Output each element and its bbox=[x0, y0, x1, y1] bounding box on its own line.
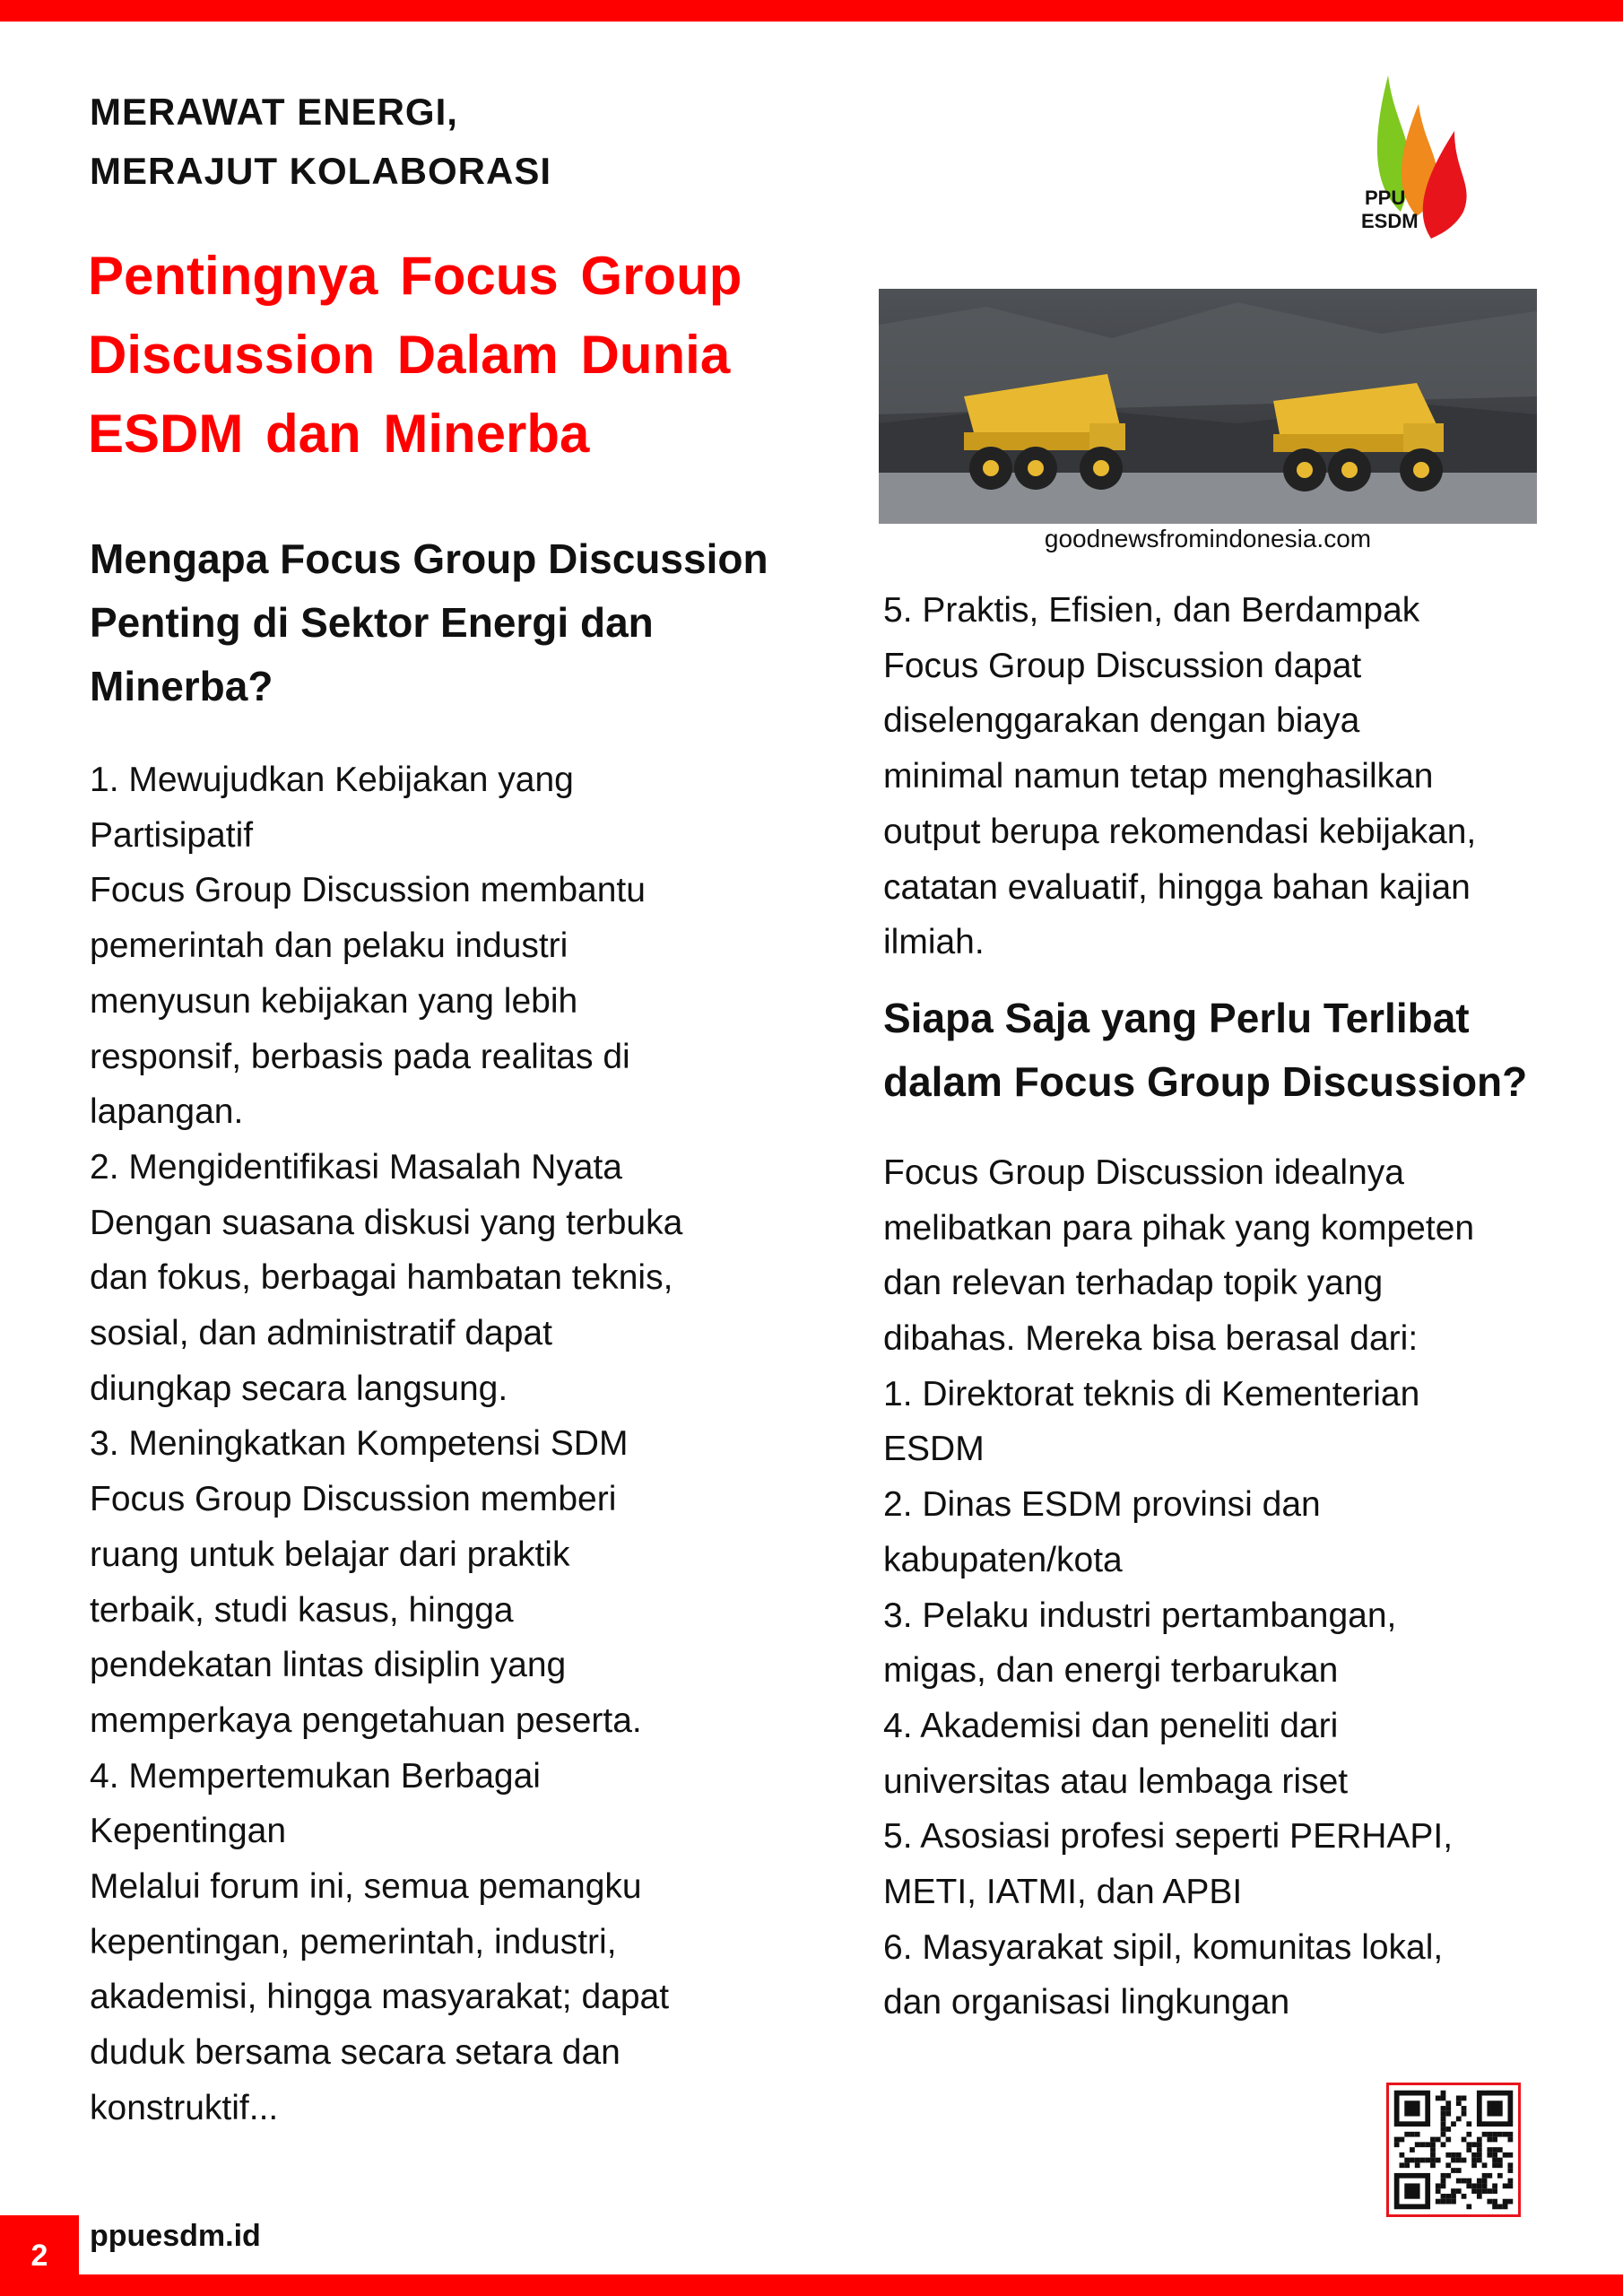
body-line: ruang untuk belajar dari praktik bbox=[90, 1535, 570, 1574]
body-line: output berupa rekomendasi kebijakan, bbox=[883, 812, 1477, 851]
body-line: kabupaten/kota bbox=[883, 1540, 1123, 1579]
body-line: METI, IATMI, dan APBI bbox=[883, 1873, 1243, 1912]
section1-heading: Mengapa Focus Group Discussion Penting di Sektor Energi dan Minerba? bbox=[90, 535, 768, 709]
photo-caption: goodnewsfromindonesia.com bbox=[1044, 525, 1372, 552]
flame-logo-icon bbox=[1354, 68, 1488, 248]
body-line: responsif, berbasis pada realitas di bbox=[90, 1037, 630, 1076]
body-line: 1. Mewujudkan Kebijakan yang bbox=[90, 761, 574, 799]
logo-text-esdm: ESDM bbox=[1361, 210, 1419, 232]
ppu-esdm-logo bbox=[1354, 68, 1488, 248]
body-line: melibatkan para pihak yang kompeten bbox=[883, 1208, 1475, 1248]
body-line: 6. Masyarakat sipil, komunitas lokal, bbox=[883, 1927, 1444, 1967]
left-column bbox=[90, 527, 780, 2136]
body-line: konstruktif... bbox=[90, 2088, 279, 2127]
body-line: Focus Group Discussion membantu bbox=[90, 871, 646, 910]
body-line: universitas atau lembaga riset bbox=[883, 1761, 1349, 1801]
right-column bbox=[883, 583, 1574, 2031]
section2-heading: Siapa Saja yang Perlu Terlibat dalam Focus Group Discussion? bbox=[883, 994, 1528, 1105]
body-line: 3. Pelaku industri pertambangan, bbox=[883, 1596, 1397, 1635]
body-line: akademisi, hingga masyarakat; dapat bbox=[90, 1978, 670, 2017]
body-line: dan relevan terhadap topik yang bbox=[883, 1264, 1384, 1303]
body-line: 3. Meningkatkan Kompetensi SDM bbox=[90, 1424, 629, 1464]
body-line: Focus Group Discussion memberi bbox=[90, 1480, 617, 1519]
body-line: menyusun kebijakan yang lebih bbox=[90, 981, 578, 1021]
body-line: dan organisasi lingkungan bbox=[883, 1983, 1290, 2022]
body-line: ESDM bbox=[883, 1430, 985, 1469]
section2-body bbox=[883, 1145, 1574, 2031]
body-line: dan fokus, berbagai hambatan teknis, bbox=[90, 1258, 673, 1298]
body-line: 1. Direktorat teknis di Kementerian bbox=[883, 1374, 1420, 1413]
body-line: 5. Asosiasi profesi seperti PERHAPI, bbox=[883, 1817, 1454, 1857]
body-line: pendekatan lintas disiplin yang bbox=[90, 1646, 567, 1685]
body-line: Focus Group Discussion dapat bbox=[883, 646, 1362, 685]
body-line: dibahas. Mereka bisa berasal dari: bbox=[883, 1319, 1419, 1359]
tagline-line-2: MERAJUT KOLABORASI bbox=[90, 150, 552, 192]
body-line: memperkaya pengetahuan peserta. bbox=[90, 1700, 642, 1740]
body-line: catatan evaluatif, hingga bahan kajian bbox=[883, 867, 1471, 907]
mining-dump-trucks-photo bbox=[879, 289, 1537, 524]
body-line: duduk bersama secara setara dan bbox=[90, 2033, 621, 2073]
site-url[interactable]: ppuesdm.id bbox=[90, 2219, 261, 2253]
body-line: Melalui forum ini, semua pemangku bbox=[90, 1867, 642, 1907]
body-line: Kepentingan bbox=[90, 1812, 287, 1851]
main-title: Pentingnya Focus Group Discussion Dalam Dunia ESDM dan Minerba bbox=[88, 246, 742, 464]
tagline-line-1: MERAWAT ENERGI, bbox=[90, 91, 458, 133]
section1-continued-body bbox=[883, 583, 1574, 970]
body-line: 2. Mengidentifikasi Masalah Nyata bbox=[90, 1147, 622, 1187]
body-line: Partisipatif bbox=[90, 815, 254, 855]
body-line: diungkap secara langsung. bbox=[90, 1369, 508, 1408]
dump-truck-right bbox=[1273, 383, 1444, 491]
body-line: sosial, dan administratif dapat bbox=[90, 1314, 552, 1353]
qr-code[interactable] bbox=[1386, 2083, 1521, 2217]
bottom-accent-bar bbox=[0, 2274, 1623, 2296]
body-line: lapangan. bbox=[90, 1092, 244, 1132]
tagline bbox=[90, 83, 551, 201]
qr-code-icon bbox=[1389, 2085, 1518, 2214]
body-line: 4. Akademisi dan peneliti dari bbox=[883, 1706, 1339, 1745]
body-line: ilmiah. bbox=[883, 923, 985, 962]
body-line: pemerintah dan pelaku industri bbox=[90, 926, 568, 966]
body-line: Focus Group Discussion idealnya bbox=[883, 1152, 1404, 1192]
body-line: Dengan suasana diskusi yang terbuka bbox=[90, 1203, 683, 1242]
top-accent-bar bbox=[0, 0, 1623, 22]
logo-text-ppu: PPU bbox=[1365, 187, 1406, 209]
section1-body bbox=[90, 752, 780, 2136]
body-line: kepentingan, pemerintah, industri, bbox=[90, 1922, 617, 1961]
body-line: diselenggarakan dengan biaya bbox=[883, 701, 1360, 741]
body-line: 4. Mempertemukan Berbagai bbox=[90, 1756, 541, 1796]
body-line: minimal namun tetap menghasilkan bbox=[883, 757, 1434, 796]
page-number: 2 bbox=[0, 2215, 79, 2296]
body-line: 5. Praktis, Efisien, dan Berdampak bbox=[883, 591, 1420, 630]
body-line: terbaik, studi kasus, hingga bbox=[90, 1590, 514, 1630]
body-line: migas, dan energi terbarukan bbox=[883, 1651, 1339, 1691]
body-line: 2. Dinas ESDM provinsi dan bbox=[883, 1485, 1321, 1525]
